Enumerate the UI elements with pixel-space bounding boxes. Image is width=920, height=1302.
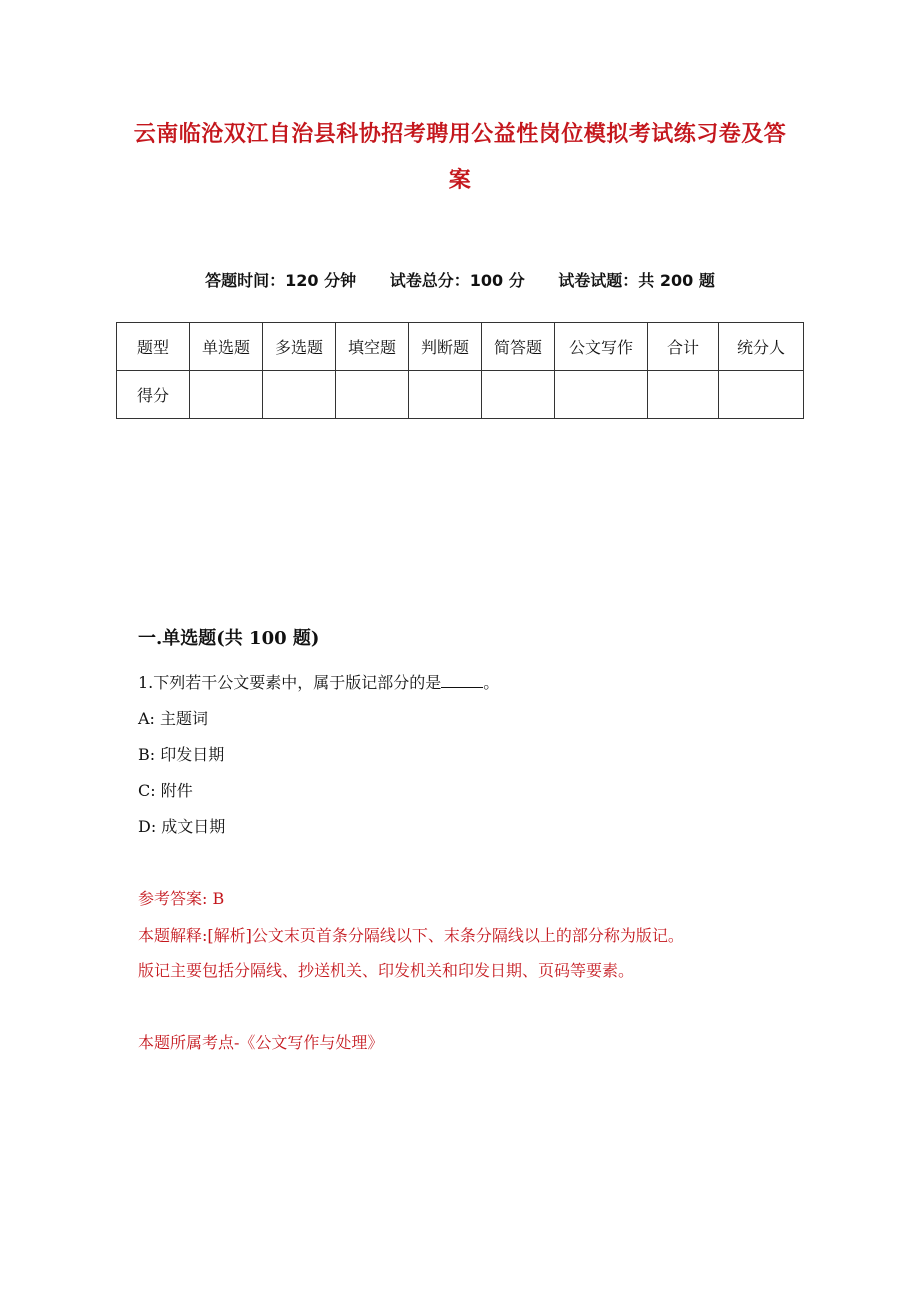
- title-line-1: 云南临沧双江自治县科协招考聘用公益性岗位模拟考试练习卷及答: [133, 122, 787, 147]
- score-cell: [263, 371, 336, 419]
- exam-info: [0, 268, 920, 291]
- section-title: 一.单选题(共 100 题): [138, 628, 320, 649]
- option-d: D: 成文日期: [138, 817, 226, 836]
- question-stem-text: 1.下列若干公文要素中，属于版记部分的是: [138, 673, 442, 692]
- header-cell-short: 简答题: [482, 323, 555, 371]
- score-cell: [336, 371, 409, 419]
- exam-total-score: 试卷总分：100 分: [389, 271, 525, 290]
- header-cell-judge: 判断题: [409, 323, 482, 371]
- option-a: A: 主题词: [138, 709, 209, 728]
- header-cell-writing: 公文写作: [555, 323, 648, 371]
- exam-time: 答题时间：120 分钟: [205, 271, 357, 290]
- explanation-line-2: 版记主要包括分隔线、抄送机关、印发机关和印发日期、页码等要素。: [138, 961, 635, 980]
- score-row-label: 得分: [117, 371, 190, 419]
- score-cell: [555, 371, 648, 419]
- header-cell-total: 合计: [648, 323, 719, 371]
- header-cell-multi: 多选题: [263, 323, 336, 371]
- score-cell: [648, 371, 719, 419]
- question-stem: [138, 670, 499, 693]
- topic-line: 本题所属考点-《公文写作与处理》: [138, 1033, 384, 1052]
- score-cell: [409, 371, 482, 419]
- header-cell-scorer: 统分人: [719, 323, 804, 371]
- reference-answer: 参考答案: B: [138, 889, 225, 908]
- option-c: C: 附件: [138, 781, 193, 800]
- option-b: B: 印发日期: [138, 745, 225, 764]
- answer-blank: [441, 675, 483, 688]
- score-cell: [482, 371, 555, 419]
- explanation-line-1: 本题解释:[解析]公文末页首条分隔线以下、末条分隔线以上的部分称为版记。: [138, 926, 684, 945]
- title-line-2: 案: [448, 168, 472, 193]
- score-table-score-row: [117, 371, 804, 419]
- header-cell-single: 单选题: [190, 323, 263, 371]
- score-table: [116, 322, 804, 419]
- score-cell: [190, 371, 263, 419]
- document-title: [130, 112, 790, 204]
- exam-question-count: 试卷试题：共 200 题: [558, 271, 715, 290]
- header-cell-type: 题型: [117, 323, 190, 371]
- header-cell-fill: 填空题: [336, 323, 409, 371]
- score-cell: [719, 371, 804, 419]
- question-stem-end: 。: [483, 673, 500, 692]
- score-table-header-row: [117, 323, 804, 371]
